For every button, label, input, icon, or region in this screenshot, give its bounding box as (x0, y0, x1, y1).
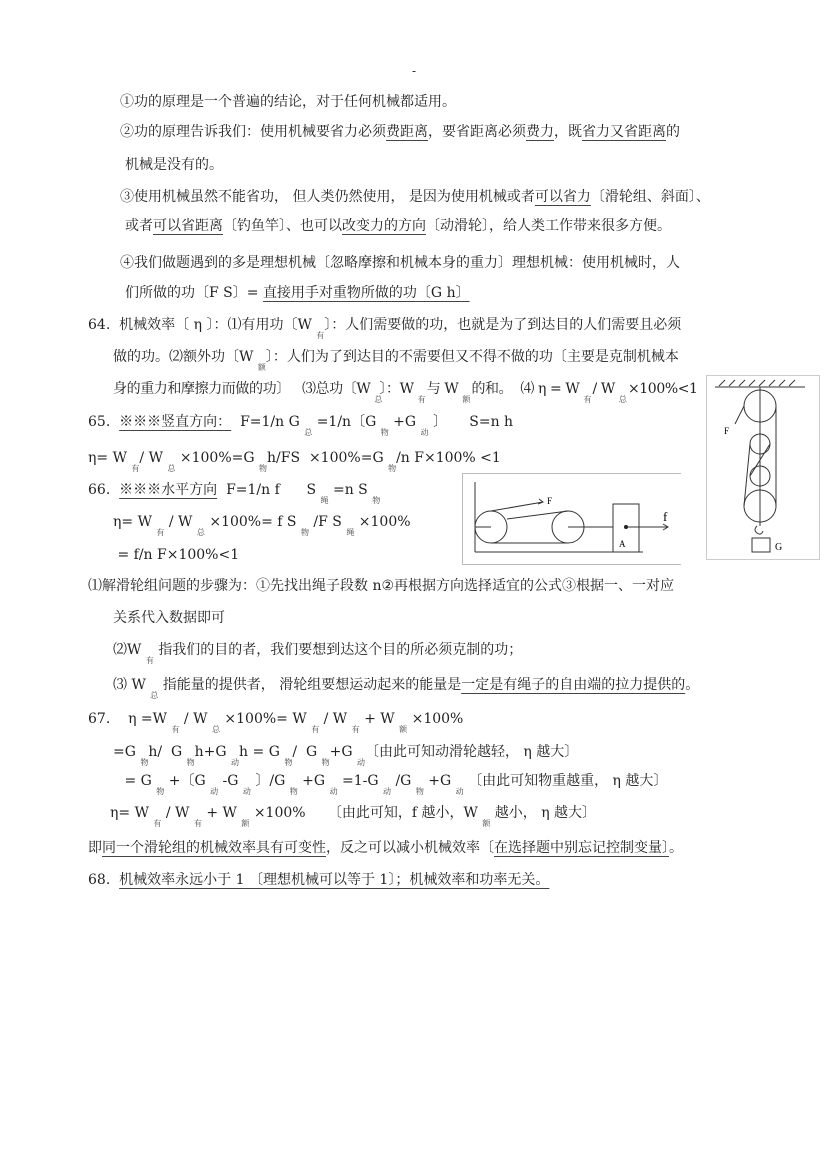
text-segment: 〕：W (379, 381, 418, 397)
text-segment: F=1/n G (231, 414, 305, 430)
text-line (113, 348, 679, 372)
text-segment: =n S (328, 482, 373, 498)
underlined-text: 可以省力 (534, 189, 591, 205)
text-segment: ×100%= W (219, 711, 312, 727)
underlined-text: 可以省距离 (153, 218, 223, 234)
underlined-text: ※※※竖直方向： (119, 414, 232, 430)
text-segment: ×100%= f S (204, 514, 301, 530)
subscript: 物 (321, 758, 330, 767)
text-line (88, 316, 682, 340)
text-line (113, 641, 523, 665)
text-segment: 〕：人们需要做的功，也就是为了到达目的人们需要且必须 (324, 317, 682, 333)
text-segment: ×100%<1 (623, 381, 698, 397)
subscript: 总 (374, 395, 382, 404)
text-segment: ⑴解滑轮组问题的步骤为：①先找出绳子段数 n②再根据方向选择适宜的公式③根据一、一对应 (88, 578, 675, 594)
subscript: 额 (462, 395, 470, 404)
subscript: 动 (231, 758, 240, 767)
text-segment: η= W (110, 805, 154, 821)
text-segment: 〔由此可知物重越重， η 越大〕 (463, 773, 668, 789)
subscript: 有 (351, 725, 360, 734)
text-segment: h = G (239, 744, 285, 760)
text-line (110, 804, 597, 828)
subscript: 有 (156, 528, 165, 537)
text-line (113, 380, 698, 404)
subscript: 有 (145, 656, 154, 665)
subscript: 动 (356, 758, 365, 767)
text-segment: ①功的原理是一个普遍的结论，对于任何机械都适用。 (120, 94, 456, 110)
force-label: F (724, 426, 730, 436)
text-line (88, 413, 514, 437)
text-segment: 67. η =W (88, 711, 172, 727)
text-segment: h/FS ×100%=G (267, 450, 389, 466)
subscript: 有 (193, 819, 202, 828)
text-segment: / W (179, 711, 212, 727)
text-segment: ×100% (354, 514, 411, 530)
subscript: 有 (316, 331, 325, 340)
vertical-pulley-diagram (707, 376, 819, 559)
subscript: 物 (284, 758, 293, 767)
text-line (88, 577, 674, 595)
text-segment: 。 (669, 840, 683, 856)
subscript: 动 (420, 428, 429, 437)
text-segment: +G (388, 414, 421, 430)
subscript: 总 (304, 428, 313, 437)
text-line (88, 710, 464, 734)
text-segment: 65. (88, 414, 120, 430)
text-segment: / W (164, 514, 197, 530)
text-segment: 〕/G (250, 773, 290, 789)
text-segment: 的 (666, 124, 680, 140)
text-segment: η= W (88, 450, 132, 466)
text-segment: =G (113, 744, 141, 760)
text-segment: /n F×100% <1 (396, 450, 501, 466)
text-segment: ⑶ W (113, 677, 151, 693)
subscript: 额 (482, 819, 491, 828)
text-segment: +G (329, 744, 357, 760)
text-line (120, 93, 456, 111)
text-segment: 指我们的目的者，我们要想到达这个目的所必须克制的功； (153, 642, 523, 658)
subscript: 动 (210, 787, 219, 796)
text-segment: /G (391, 773, 416, 789)
text-line (120, 772, 668, 796)
subscript: 总 (211, 725, 220, 734)
text-line (113, 513, 411, 537)
text-line (88, 481, 381, 505)
text-segment: ，要省距离必须 (428, 124, 526, 140)
underlined-text: 改变力的方向 (342, 218, 426, 234)
text-segment: 的和。 ⑷ η = W (467, 381, 584, 397)
subscript: 物 (259, 464, 268, 473)
block-label: A (619, 539, 626, 549)
text-line (120, 188, 710, 206)
text-line (113, 743, 579, 767)
text-segment: + W (201, 805, 242, 821)
subscript: 动 (329, 787, 338, 796)
subscript: 额 (241, 819, 250, 828)
underlined-text: 机械效率永远小于 1 〔理想机械可以等于 1〕；机械效率和功率无关。 (119, 872, 550, 888)
subscript: 物 (156, 787, 165, 796)
underlined-text: 费力 (526, 124, 554, 140)
subscript: 物 (140, 758, 149, 767)
text-segment: 〔动滑轮〕，给人类工作带来很多方便。 (426, 218, 671, 234)
horizontal-pulley-figure (462, 473, 681, 565)
subscript: 物 (289, 787, 298, 796)
text-segment: 做的功。⑵额外功〔W (113, 349, 258, 365)
text-segment: 越小， η 越大〕 (490, 805, 597, 821)
text-line (113, 546, 239, 564)
text-segment: -G (218, 773, 243, 789)
subscript: 有 (131, 464, 140, 473)
text-segment: 68. (88, 872, 120, 888)
text-line (125, 284, 470, 302)
header-mark: - (412, 64, 417, 78)
text-segment: 〔由此可知动滑轮越轻， η 越大〕 (364, 744, 579, 760)
text-segment: 〕：人们为了到达目的不需要但又不得不做的功〔主要是克制机械本 (265, 349, 679, 365)
text-segment: ×100% 〔由此可知，f 越小，W (249, 805, 483, 821)
subscript: 总 (618, 395, 627, 404)
subscript: 有 (171, 725, 180, 734)
subscript: 动 (383, 787, 392, 796)
text-segment: 64. 机械效率〔 η 〕：⑴有用功〔W (88, 317, 317, 333)
text-segment: 机械是没有的。 (125, 157, 223, 173)
subscript: 动 (242, 787, 251, 796)
text-segment: / W (319, 711, 352, 727)
text-line (88, 839, 683, 857)
text-segment: 〔滑轮组、斜面〕、 (590, 189, 710, 205)
text-line (120, 254, 680, 272)
text-segment: 们所做的功〔F S〕= (125, 285, 263, 301)
subscript: 物 (186, 758, 195, 767)
subscript: 绳 (346, 528, 355, 537)
text-line (88, 871, 549, 889)
underlined-text: 一定是有绳子的自由端的拉力提供的 (461, 677, 686, 693)
subscript: 物 (388, 464, 397, 473)
text-segment: 即 (88, 840, 102, 856)
text-segment: ④我们做题遇到的多是理想机械〔忽略摩擦和机械本身的重力〕理想机械：使用机械时，人 (120, 255, 680, 271)
subscript: 物 (300, 528, 309, 537)
text-segment: /F S (308, 514, 347, 530)
text-segment: h+G (194, 744, 232, 760)
text-segment: 〕 S=n h (428, 414, 514, 430)
text-segment: 身的重力和摩擦力而做的功〕 ⑶总功〔W (113, 381, 375, 397)
text-segment: η= W (113, 514, 157, 530)
text-line (125, 156, 223, 174)
subscript: 额 (399, 725, 408, 734)
text-segment: ，既 (554, 124, 582, 140)
text-segment: 关系代入数据即可 (113, 610, 225, 626)
text-segment: 〔钓鱼竿〕、也可以 (223, 218, 342, 234)
text-segment: ⑵W (113, 642, 146, 658)
underlined-text: 直接用手对重物所做的功〔G h〕 (262, 285, 470, 301)
text-segment: / W (161, 805, 194, 821)
text-segment: ②功的原理告诉我们：使用机械要省力必须 (120, 124, 386, 140)
text-segment: / W (139, 450, 168, 466)
weight-label: G (775, 542, 783, 553)
text-segment: h/ G (148, 744, 187, 760)
underlined-text: ※※※水平方向 (119, 482, 218, 498)
text-segment: / G (292, 744, 322, 760)
text-segment: = G (120, 773, 157, 789)
text-line (120, 123, 680, 141)
text-line (113, 676, 700, 700)
subscript: 动 (455, 787, 464, 796)
text-segment: / W (588, 381, 619, 397)
force-label: F (547, 496, 553, 506)
text-line (125, 217, 671, 235)
text-segment: +〔G (164, 773, 211, 789)
text-segment: 或者 (125, 218, 153, 234)
subscript: 总 (196, 528, 205, 537)
text-segment: =1-G (337, 773, 384, 789)
underlined-text: 同一个滑轮组的机械效率具有可变性 (102, 840, 326, 856)
subscript: 总 (167, 464, 176, 473)
horizontal-pulley-diagram (463, 474, 681, 564)
subscript: 物 (372, 496, 381, 505)
text-segment: +G (423, 773, 456, 789)
text-line (88, 449, 501, 473)
text-line (113, 609, 225, 627)
subscript: 总 (150, 691, 159, 700)
text-segment: =1/n〔G (312, 414, 381, 430)
subscript: 物 (415, 787, 424, 796)
subscript: 额 (257, 363, 266, 372)
subscript: 有 (311, 725, 320, 734)
subscript: 有 (583, 395, 592, 404)
subscript: 物 (380, 428, 389, 437)
text-segment: +G (297, 773, 330, 789)
subscript: 有 (153, 819, 162, 828)
underlined-text: 费距离 (386, 124, 428, 140)
text-segment: 指能量的提供者， 滑轮组要想运动起来的能量是 (158, 677, 462, 693)
text-segment: 66. (88, 482, 120, 498)
text-segment: ③使用机械虽然不能省功， 但人类仍然使用， 是因为使用机械或者 (120, 189, 535, 205)
underlined-text: 在选择题中别忘记控制变量〕 (494, 840, 669, 856)
text-segment: + W (359, 711, 400, 727)
text-segment: ×100%=G (175, 450, 260, 466)
vertical-pulley-figure (706, 375, 820, 560)
text-segment: ×100% (407, 711, 464, 727)
underlined-text: 省力又省距离 (582, 124, 666, 140)
friction-label: f (663, 509, 668, 524)
text-segment: 。 (685, 677, 700, 693)
text-segment: ，反之可以减小机械效率〔 (326, 840, 494, 856)
text-segment: F=1/n f S (217, 482, 321, 498)
text-segment: 与 W (422, 381, 463, 397)
subscript: 有 (417, 395, 426, 404)
text-segment: = f/n F×100%<1 (113, 547, 240, 563)
subscript: 绳 (320, 496, 329, 505)
